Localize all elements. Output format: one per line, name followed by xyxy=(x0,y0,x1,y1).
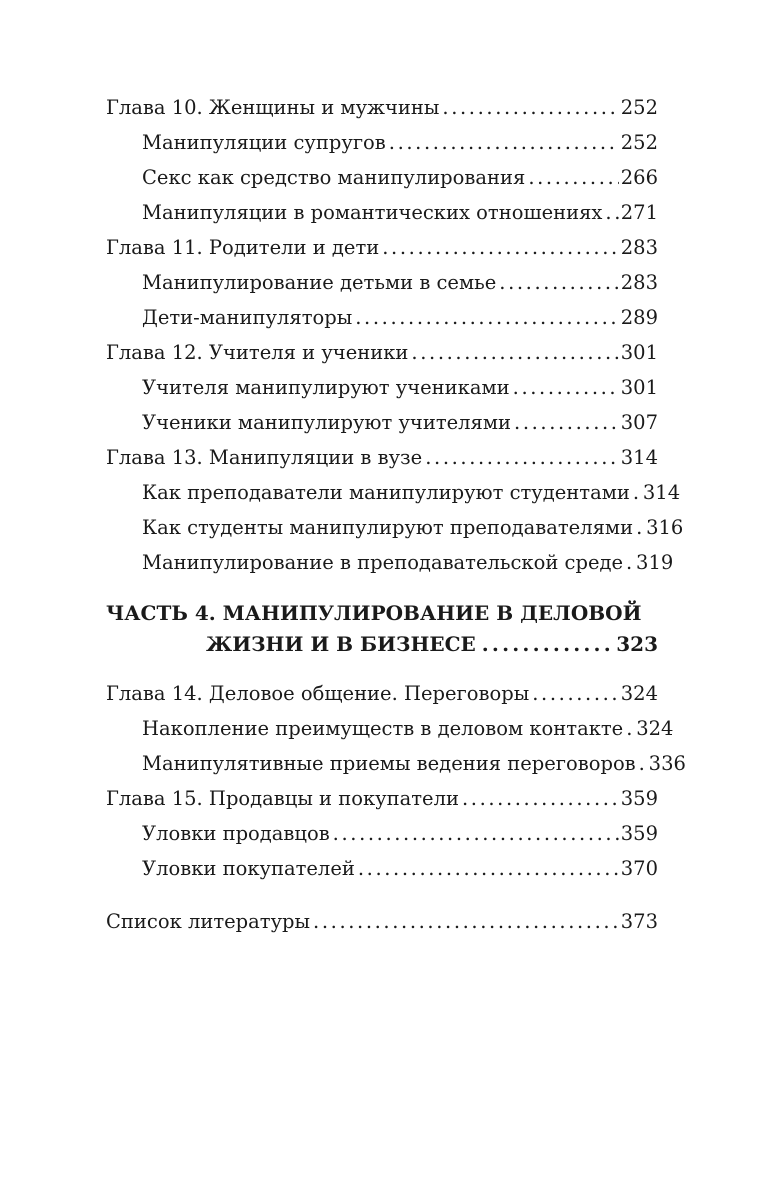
dot-leader xyxy=(636,510,644,545)
toc-entry-title: Уловки продавцов xyxy=(142,822,330,845)
toc-entry-title: Глава 13. Манипуляции в вузе xyxy=(106,446,423,469)
toc-entry-title: Глава 15. Продавцы и покупатели xyxy=(106,787,459,810)
toc-chapter-10[interactable] xyxy=(106,90,658,125)
toc-page-number: 301 xyxy=(620,341,658,364)
toc-page-number: 359 xyxy=(620,787,658,810)
dot-leader xyxy=(462,781,619,816)
toc-entry-title: Дети-манипуляторы xyxy=(142,306,353,329)
toc-entry-title: Манипуляции супругов xyxy=(142,131,386,154)
toc-page-number: 301 xyxy=(620,376,658,399)
toc-page-number: 252 xyxy=(620,131,658,154)
toc-subentry[interactable] xyxy=(106,370,658,405)
part-title-line-2-row xyxy=(106,629,658,660)
toc-page-number: 316 xyxy=(646,516,684,539)
toc-bibliography[interactable] xyxy=(106,904,658,939)
toc-page-number: 283 xyxy=(620,236,658,259)
toc-entry-title: Ученики манипулируют учителями xyxy=(142,411,512,434)
toc-entry-title: Глава 12. Учителя и ученики xyxy=(106,341,409,364)
toc-page-number: 323 xyxy=(616,632,658,656)
toc-entry-title: Глава 11. Родители и дети xyxy=(106,236,380,259)
toc-subentry[interactable] xyxy=(106,125,658,160)
dot-leader xyxy=(389,125,619,160)
toc-page-number: 289 xyxy=(620,306,658,329)
toc-entry-title: Манипулирование в преподавательской среде xyxy=(142,551,624,574)
toc-entry-title: Уловки покупателей xyxy=(142,857,355,880)
toc-subentry[interactable] xyxy=(106,405,658,440)
dot-leader xyxy=(482,629,612,660)
toc-chapter-11[interactable] xyxy=(106,230,658,265)
toc-page-number: 314 xyxy=(642,481,681,504)
toc-page-number: 370 xyxy=(620,857,658,880)
dot-leader xyxy=(514,405,619,440)
toc-subentry[interactable] xyxy=(106,510,684,545)
dot-leader xyxy=(499,265,618,300)
dot-leader xyxy=(411,335,618,370)
dot-leader xyxy=(333,816,619,851)
toc-page-number: 324 xyxy=(620,682,658,705)
toc-subentry[interactable] xyxy=(106,160,658,195)
dot-leader xyxy=(626,711,634,746)
toc-subentry[interactable] xyxy=(106,475,681,510)
dot-leader xyxy=(513,370,619,405)
toc-subentry[interactable] xyxy=(106,711,674,746)
toc-page-number: 252 xyxy=(620,96,658,119)
dot-leader xyxy=(605,195,618,230)
toc-entry-title: Глава 10. Женщины и мужчины xyxy=(106,96,440,119)
toc-chapter-15[interactable] xyxy=(106,781,658,816)
dot-leader xyxy=(626,545,634,580)
toc-page-number: 266 xyxy=(620,166,658,189)
toc-entry-title: Манипуляции в романтических отношениях xyxy=(142,201,603,224)
dot-leader xyxy=(425,440,619,475)
toc-page-number: 319 xyxy=(636,551,674,574)
dot-leader xyxy=(528,160,618,195)
toc-part-4[interactable] xyxy=(106,598,658,660)
toc-chapter-12[interactable] xyxy=(106,335,658,370)
toc-subentry[interactable] xyxy=(106,195,658,230)
toc-subentry[interactable] xyxy=(106,746,686,781)
dot-leader xyxy=(639,746,647,781)
toc-subentry[interactable] xyxy=(106,816,658,851)
dot-leader xyxy=(442,90,618,125)
toc-page-number: 307 xyxy=(620,411,658,434)
toc-chapter-13[interactable] xyxy=(106,440,658,475)
toc-entry-title: Накопление преимуществ в деловом контакте xyxy=(142,717,624,740)
toc-page-number: 336 xyxy=(648,752,686,775)
table-of-contents xyxy=(106,90,686,939)
toc-entry-title: Как студенты манипулируют преподавателями xyxy=(142,516,634,539)
dot-leader xyxy=(633,475,641,510)
toc-subentry[interactable] xyxy=(106,851,658,886)
toc-subentry[interactable] xyxy=(106,300,658,335)
toc-entry-title: Манипулятивные приемы ведения переговоров xyxy=(142,752,636,775)
toc-page-number: 283 xyxy=(620,271,658,294)
toc-entry-title: Секс как средство манипулирования xyxy=(142,166,526,189)
dot-leader xyxy=(355,300,619,335)
part-title-line-1: ЧАСТЬ 4. МАНИПУЛИРОВАНИЕ В ДЕЛОВОЙ xyxy=(106,601,642,625)
toc-entry-title: Как преподаватели манипулируют студентами xyxy=(142,481,630,504)
toc-chapter-14[interactable] xyxy=(106,676,658,711)
toc-page-number: 271 xyxy=(620,201,658,224)
dot-leader xyxy=(358,851,619,886)
part-title-line-2: ЖИЗНИ И В БИЗНЕСЕ xyxy=(206,632,476,656)
toc-entry-title: Глава 14. Деловое общение. Переговоры xyxy=(106,682,530,705)
toc-subentry[interactable] xyxy=(106,265,658,300)
toc-entry-title: Учителя манипулируют учениками xyxy=(142,376,510,399)
toc-page-number: 359 xyxy=(620,822,658,845)
dot-leader xyxy=(532,676,619,711)
toc-entry-title: Список литературы xyxy=(106,910,311,933)
toc-entry-title: Манипулирование детьми в семье xyxy=(142,271,497,294)
dot-leader xyxy=(382,230,619,265)
toc-page-number: 373 xyxy=(620,910,658,933)
dot-leader xyxy=(313,904,619,939)
toc-page-number: 324 xyxy=(636,717,674,740)
toc-page-number: 314 xyxy=(620,446,658,469)
toc-subentry[interactable] xyxy=(106,545,674,580)
